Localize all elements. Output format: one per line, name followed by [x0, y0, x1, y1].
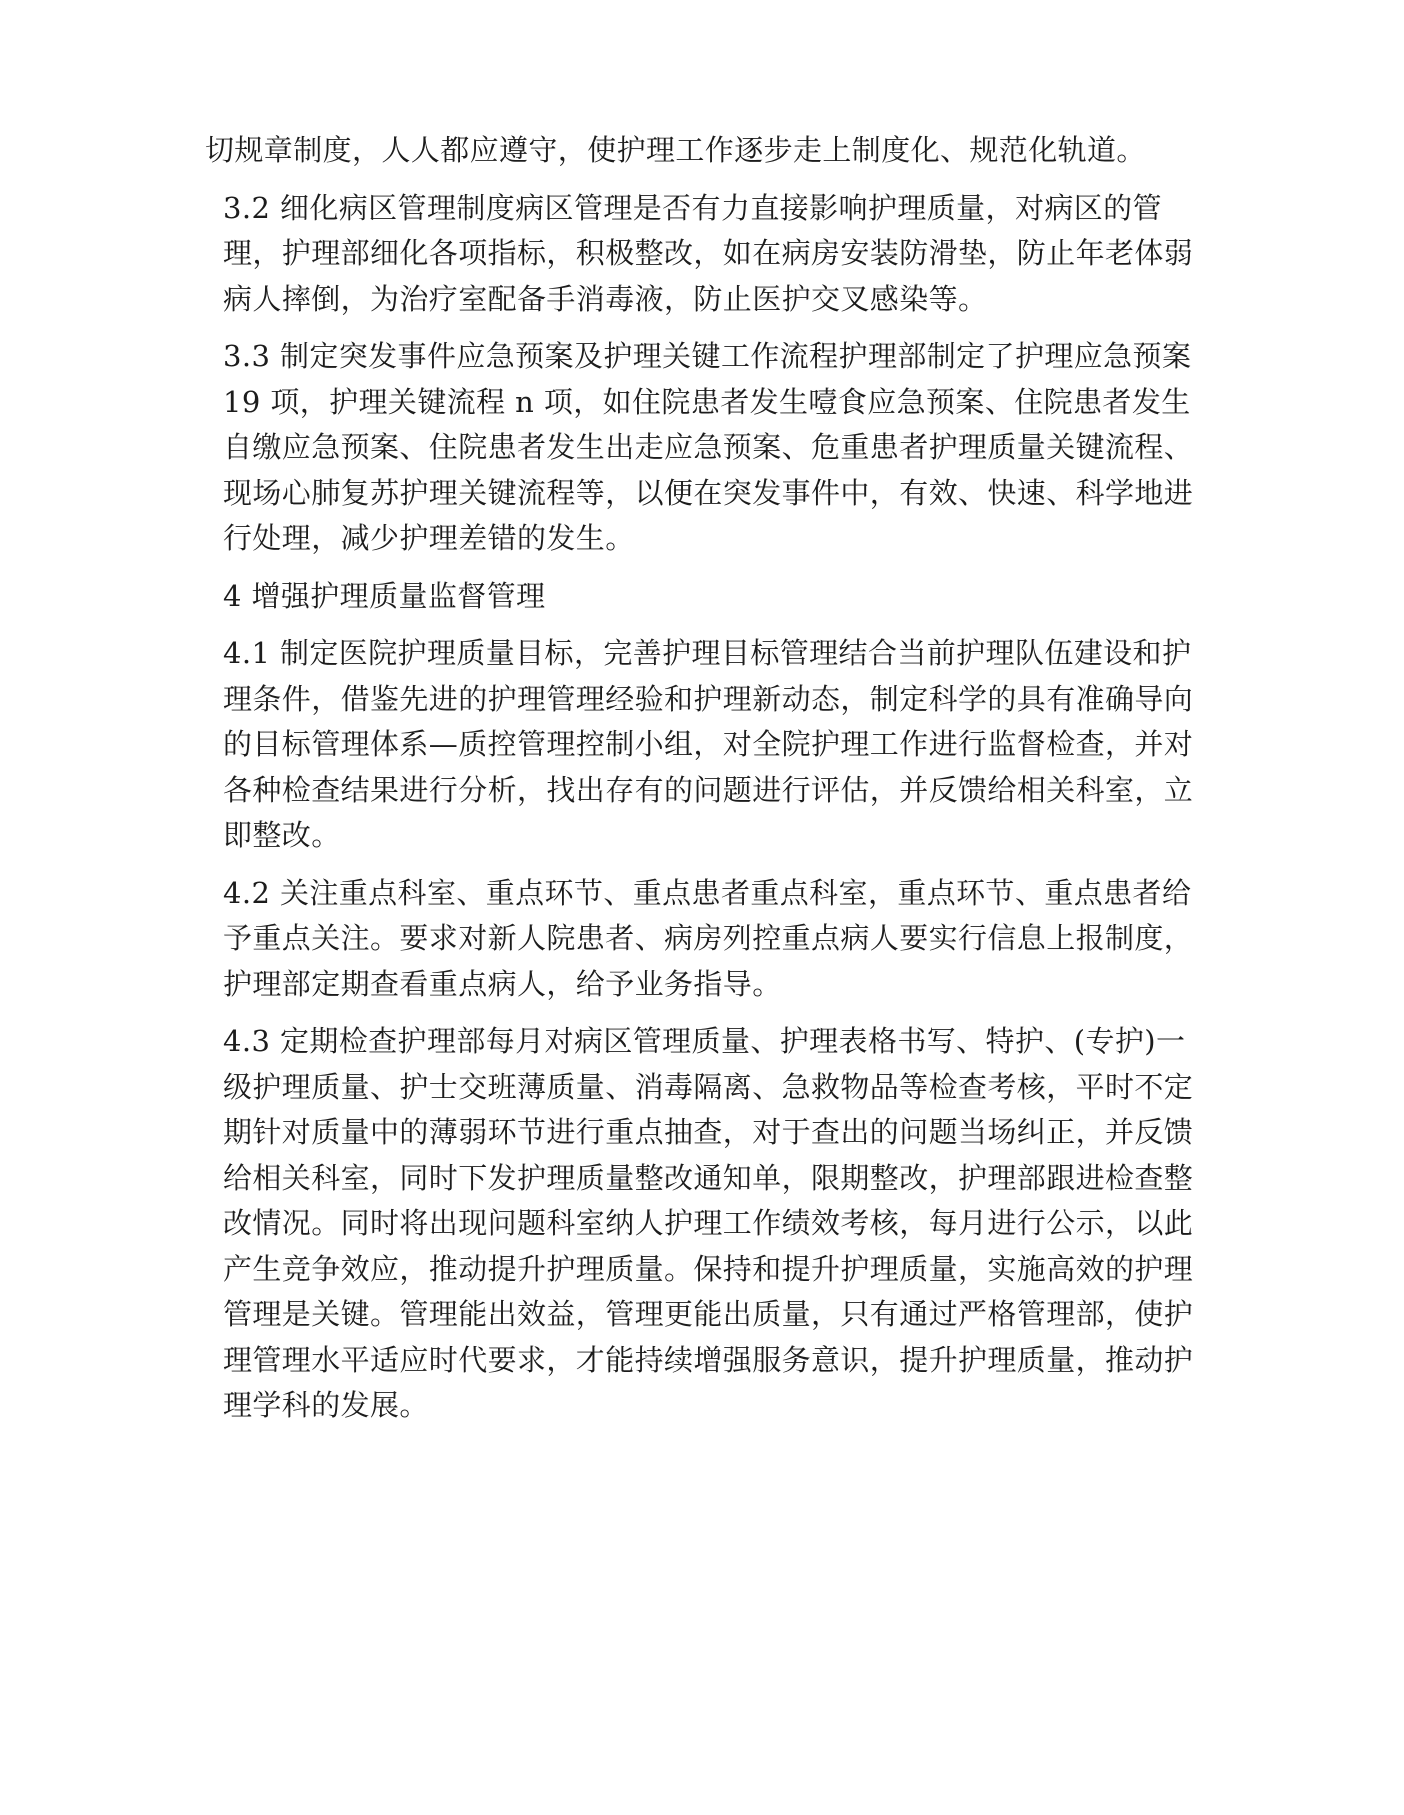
paragraph-4-2: 4.2 关注重点科室、重点环节、重点患者重点科室，重点环节、重点患者给予重点关注。要求对新人院患者、病房列控重点病人要实行信息上报制度，护理部定期查看重点病人，给予业务指导。: [223, 875, 1194, 1001]
paragraph-continuation: 切规章制度，人人都应遵守，使护理工作逐步走上制度化、规范化轨道。: [205, 133, 1146, 167]
paragraph-4-1: 4.1 制定医院护理质量目标，完善护理目标管理结合当前护理队伍建设和护理条件，借鉴先进的护理管理经验和护理新动态，制定科学的具有准确导向的目标管理体系—质控管理控制小组，对全院护理工作进行监督检查，并对各种检查结果进行分析，找出存有的问题进行评估，并反馈给相关科室，立即整改。: [223, 636, 1194, 852]
section-heading-4: 4 增强护理质量监督管理: [223, 578, 546, 613]
document-body: [205, 128, 1200, 1441]
paragraph-3-3: 3.3 制定突发事件应急预案及护理关键工作流程护理部制定了护理应急预案 19 项，护理关键流程 n 项，如住院患者发生噎食应急预案、住院患者发生自缴应急预案、住院患者发生出走应急预案、危重患者护理质量关键流程、现场心肺复苏护理关键流程等，以便在突发事件中，有效、快速、科学地进行处理，减少护理差错的发生。: [223, 339, 1194, 555]
paragraph-4-3: 4.3 定期检查护理部每月对病区管理质量、护理表格书写、特护、(专护)一级护理质量、护士交班薄质量、消毒隔离、急救物品等检查考核，平时不定期针对质量中的薄弱环节进行重点抽查，对于查出的问题当场纠正，并反馈给相关科室，同时下发护理质量整改通知单，限期整改，护理部跟进检查整改情况。同时将出现问题科室纳人护理工作绩效考核，每月进行公示，以此产生竞争效应，推动提升护理质量。保持和提升护理质量，实施高效的护理管理是关键。管理能出效益，管理更能出质量，只有通过严格管理部，使护理管理水平适应时代要求，才能持续增强服务意识，提升护理质量，推动护理学科的发展。: [223, 1024, 1194, 1422]
paragraph-3-2: 3.2 细化病区管理制度病区管理是否有力直接影响护理质量，对病区的管理，护理部细化各项指标，积极整改，如在病房安装防滑垫，防止年老体弱病人摔倒，为治疗室配备手消毒液，防止医护交叉感染等。: [223, 190, 1194, 316]
